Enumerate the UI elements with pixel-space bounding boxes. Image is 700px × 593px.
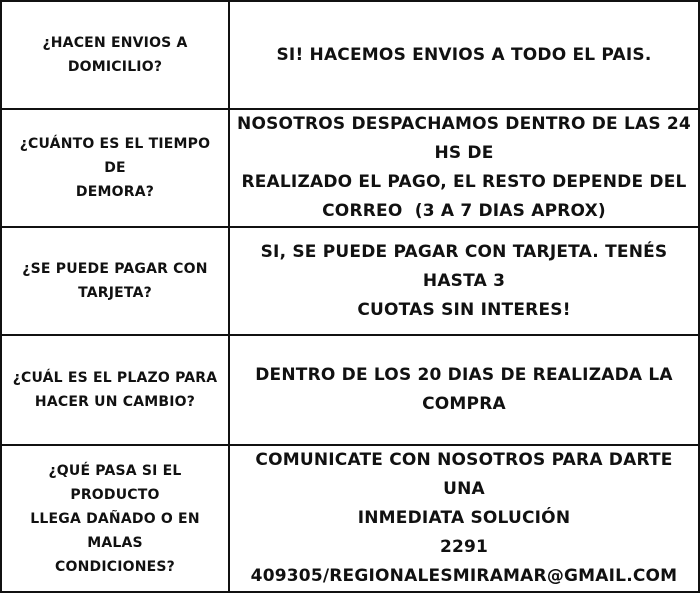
answer-line: REALIZADO EL PAGO, EL RESTO DEPENDE DEL [241,172,687,192]
faq-row-damaged [1,445,699,592]
answer-line: DENTRO DE LOS 20 DIAS DE REALIZADA LA COMPRA [255,365,673,414]
contact-email: 2291 409305/REGIONALESMIRAMAR@GMAIL.COM [250,537,678,586]
faq-row-card-payment [1,227,699,335]
faq-answer-delay [229,109,699,227]
question-line: ¿QUÉ PASA SI EL PRODUCTO [48,462,182,503]
question-line: ¿SE PUEDE PAGAR CON [22,261,208,277]
question-line: CONDICIONES? [55,558,175,575]
answer-line: INMEDIATA SOLUCIÓN [357,508,571,528]
question-line: DEMORA? [75,184,155,200]
faq-question-shipping [1,1,229,109]
faq-row-delay [1,109,699,227]
answer-line: NOSOTROS DESPACHAMOS DENTRO DE LAS 24 HS DE [237,114,691,163]
answer-line: CUOTAS SIN INTERES! [357,299,571,320]
faq-row-shipping [1,1,699,109]
question-line: TARJETA? [78,285,152,301]
question-line: DOMICILIO? [67,59,163,75]
faq-answer-card-payment [229,227,699,335]
faq-question-delay [1,109,229,227]
question-line: ¿HACEN ENVIOS A [42,35,188,51]
answer-line: SI, SE PUEDE PAGAR CON TARJETA. TENÉS HASTA 3 [260,241,668,291]
question-line: LLEGA DAÑADO O EN MALAS [30,510,200,551]
question-line: ¿CUÁL ES EL PLAZO PARA [12,370,218,386]
faq-row-exchange [1,335,699,445]
faq-answer-damaged [229,445,699,592]
answer-line: CORREO (3 A 7 DIAS APROX) [322,201,606,221]
question-line: HACER UN CAMBIO? [34,394,196,410]
faq-answer-exchange [229,335,699,445]
faq-question-exchange [1,335,229,445]
question-line: ¿CUÁNTO ES EL TIEMPO DE [19,136,211,176]
faq-answer-shipping [229,1,699,109]
answer-line: COMUNICATE CON NOSOTROS PARA DARTE UNA [255,450,673,499]
faq-question-card-payment [1,227,229,335]
faq-question-damaged [1,445,229,592]
answer-line: SI! HACEMOS ENVIOS A TODO EL PAIS. [276,44,652,65]
